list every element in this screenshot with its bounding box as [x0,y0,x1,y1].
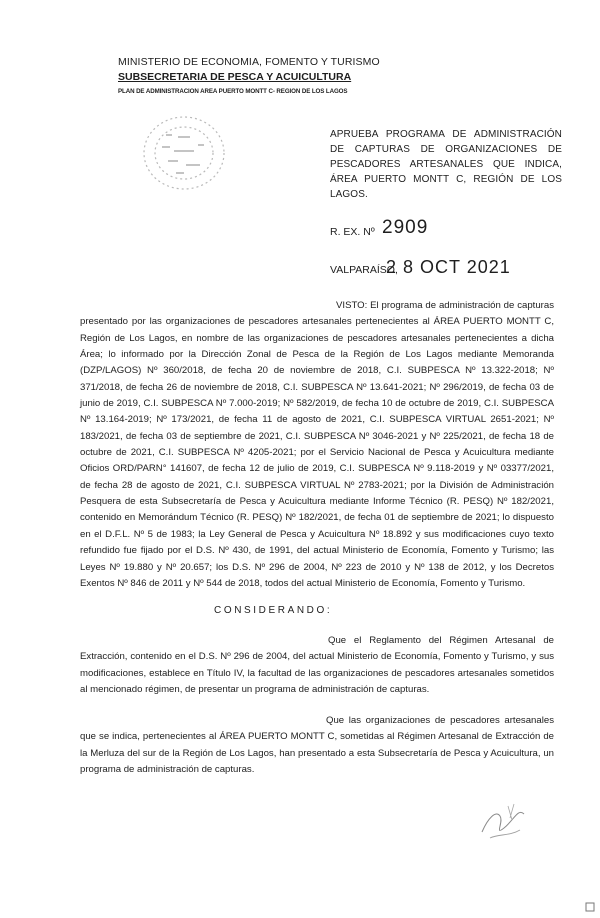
signature-initials [474,798,532,844]
considerando-paragraph-2: Que las organizaciones de pescadores artesanales que se indica, pertenecientes al ÁREA PUERTO MONTT C, sometidas al Régimen Artesanal de Extracción de la Merluza del sur de la Región de Los Lagos, han presentado a esta Subsecretaría de Pesca y Acuicultura, un programa de administración de capturas. [80,715,554,776]
resolution-title: APRUEBA PROGRAMA DE ADMINISTRACIÓN DE CAPTURAS DE ORGANIZACIONES DE PESCADORES ARTESANALES QUE INDICA, ÁREA PUERTO MONTT C, REGIÓN DE LOS LAGOS. [330,129,562,200]
resolution-label: R. EX. Nº [330,226,375,238]
ministry-name: MINISTERIO DE ECONOMIA, FOMENTO Y TURISMO [118,56,380,68]
subsecretaria-name: SUBSECRETARIA DE PESCA Y ACUICULTURA [118,71,352,83]
page-corner-mark [584,901,596,913]
resolution-date: 2 8 OCT 2021 [386,257,511,277]
official-seal-stamp [138,112,230,194]
considerando-paragraph-1: Que el Reglamento del Régimen Artesanal de Extracción, contenido en el D.S. Nº 296 de 2004, del actual Ministerio de Economía, Fomento y Turismo, y sus modificaciones, establece en Título IV, la facultad de las organizaciones de pescadores artesanales sometidos al mencionado régimen, de presentar un programa de administración de capturas. [80,635,554,696]
place-label: VALPARAÍSO, [330,264,398,276]
considerando-heading: CONSIDERANDO: [214,605,333,616]
plan-subtitle: PLAN DE ADMINISTRACION AREA PUERTO MONTT C- REGION DE LOS LAGOS [118,88,348,95]
visto-paragraph: VISTO: El programa de administración de capturas presentado por las organizaciones de pescadores artesanales pertenecientes al ÁREA PUERTO MONTT C, Región de Los Lagos, en nombre de las organizaciones de pescadores artesanales pertenecientes a dicha Área; lo informado por la Dirección Zonal de Pesca de la Región de Los Lagos mediante Memoranda (DZP/LAGOS) Nº 360/2018, de fecha 20 de noviembre de 2018, C.I. SUBPESCA Nº 13.322-2018; Nº 371/2018, de fecha 26 de noviembre de 2018, C.I. SUBPESCA Nº 13.641-2021; Nº 296/2019, de fecha 03 de junio de 2019, C.I. SUBPESCA Nº 7.000-2019; Nº 582/2019, de fecha 10 de octubre de 2019, C.I. SUBPESCA Nº 13.164-2019; Nº 173/2021, de fecha 11 de agosto de 2021, C.I. SUBPESCA VIRTUAL 2651-2021; Nº 183/2021, de fecha 03 de septiembre de 2021, C.I. SUBPESCA Nº 3046-2021 y Nº 225/2021, de fecha 18 de octubre de 2021, C.I. SUBPESCA Nº 4205-2021; por el Servicio Nacional de Pesca y Acuicultura mediante Oficios ORD/PARN° 141607, de fecha 12 de julio de 2019, C.I. SUBPESCA Nº 9.118-2019 y Nº 03377/2021, de fecha 28 de agosto de 2021, C.I. SUBPESCA VIRTUAL Nº 2783-2021; por la División de Administración Pesquera de esta Subsecretaría de Pesca y Acuicultura mediante Informe Técnico (R. PESQ) Nº 182/2021, contenido en Memorándum Técnico (R. PESQ) Nº 182/2021, de fecha 01 de septiembre de 2021; lo dispuesto en el D.F.L. Nº 5 de 1983; la Ley General de Pesca y Acuicultura Nº 18.892 y sus modificaciones cuyo texto refundido fue fijado por el D.S. Nº 430, de 1991, del actual Ministerio de Economía, Fomento y Turismo; las Leyes Nº 19.880 y Nº 20.657; los D.S. Nº 296 de 2004, Nº 223 de 2010 y Nº 138 de 2012, y los Decretos Exentos Nº 846 de 2011 y Nº 544 de 2018, todos del actual Ministerio de Economía, Fomento y Turismo. [80,300,554,589]
resolution-number: 2909 [382,217,429,238]
